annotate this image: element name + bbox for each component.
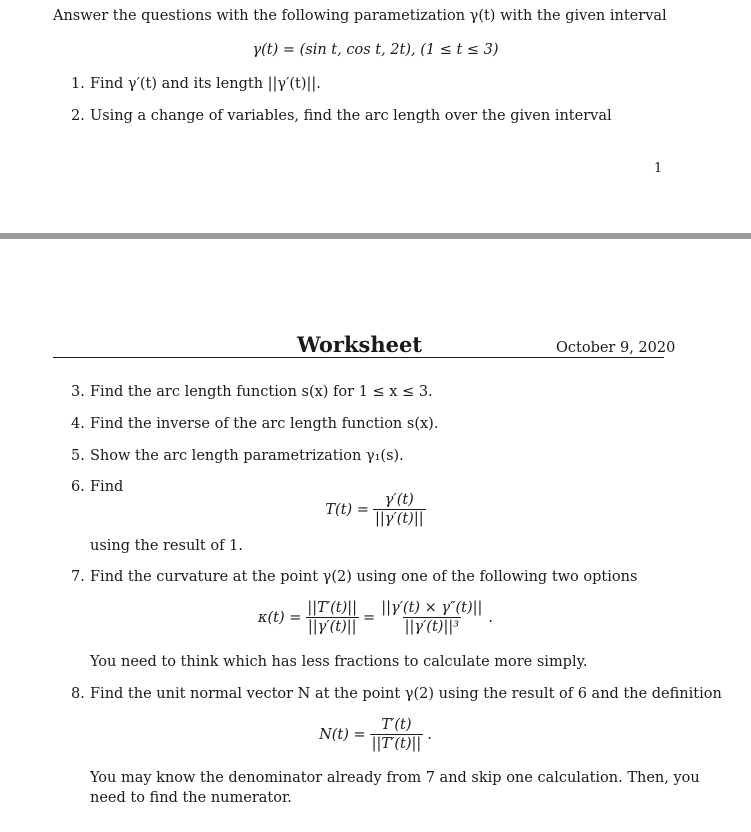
question-5-text: Show the arc length parametrization γ₁(s).: [90, 448, 404, 464]
question-7-number: 7.: [71, 569, 85, 585]
question-3-text: Find the arc length function s(x) for 1 ≤ x ≤ 3.: [90, 384, 433, 400]
question-1-number: 1.: [71, 76, 85, 92]
curvature-equals: =: [363, 609, 376, 626]
curvature-numerator-2: ||γ′(t) × γ″(t)||: [381, 600, 483, 616]
worksheet-title: Worksheet: [297, 332, 423, 357]
question-6-text: Find: [90, 479, 124, 495]
question-2-text: Using a change of variables, find the arc length over the given interval: [90, 108, 612, 124]
page-number: 1: [654, 161, 663, 176]
tangent-numerator: γ′(t): [384, 492, 414, 508]
tangent-lhs: T(t) =: [325, 501, 369, 518]
normal-fraction: [370, 717, 424, 752]
tangent-fraction: [373, 492, 426, 527]
question-4-number: 4.: [71, 416, 85, 432]
worksheet-date: October 9, 2020: [556, 340, 676, 356]
question-7-text: Find the curvature at the point γ(2) using one of the following two options: [90, 569, 638, 585]
page-separator: [0, 233, 751, 239]
question-8-note-line-2: need to find the numerator.: [90, 790, 292, 806]
curvature-denominator-1: ||γ′(t)||: [307, 619, 357, 635]
normal-period: .: [427, 726, 432, 743]
normal-lhs: N(t) =: [319, 726, 366, 743]
question-4-text: Find the inverse of the arc length function s(x).: [90, 416, 439, 432]
header-rule: [53, 357, 664, 358]
curvature-numerator-1: ||T′(t)||: [307, 600, 358, 616]
question-6-number: 6.: [71, 479, 85, 495]
question-8-note-line-1: You may know the denominator already from 7 and skip one calculation. Then, you: [90, 770, 700, 786]
curvature-fraction-2: [379, 600, 484, 635]
question-1-text: Find γ′(t) and its length ||γ′(t)||.: [90, 76, 321, 92]
tangent-equation: [0, 492, 751, 527]
question-6-followup: using the result of 1.: [90, 538, 243, 554]
parametrization-equation: γ(t) = (sin t, cos t, 2t), (1 ≤ t ≤ 3): [252, 42, 499, 58]
question-8-text: Find the unit normal vector N at the point γ(2) using the result of 6 and the definition: [90, 686, 722, 702]
intro-text: Answer the questions with the following parametization γ(t) with the given interval: [53, 8, 667, 24]
curvature-denominator-2: ||γ′(t)||³: [404, 619, 460, 635]
question-2-number: 2.: [71, 108, 85, 124]
normal-equation: [0, 717, 751, 752]
question-5-number: 5.: [71, 448, 85, 464]
tangent-denominator: ||γ′(t)||: [374, 511, 424, 527]
question-8-number: 8.: [71, 686, 85, 702]
curvature-lhs: κ(t) =: [257, 609, 302, 626]
curvature-fraction-1: [305, 600, 359, 635]
normal-denominator: ||T′(t)||: [371, 736, 422, 752]
curvature-equation: [0, 600, 751, 635]
curvature-period: .: [488, 609, 494, 626]
question-7-note: You need to think which has less fractions to calculate more simply.: [90, 654, 588, 670]
normal-numerator: T′(t): [381, 717, 412, 733]
question-3-number: 3.: [71, 384, 85, 400]
